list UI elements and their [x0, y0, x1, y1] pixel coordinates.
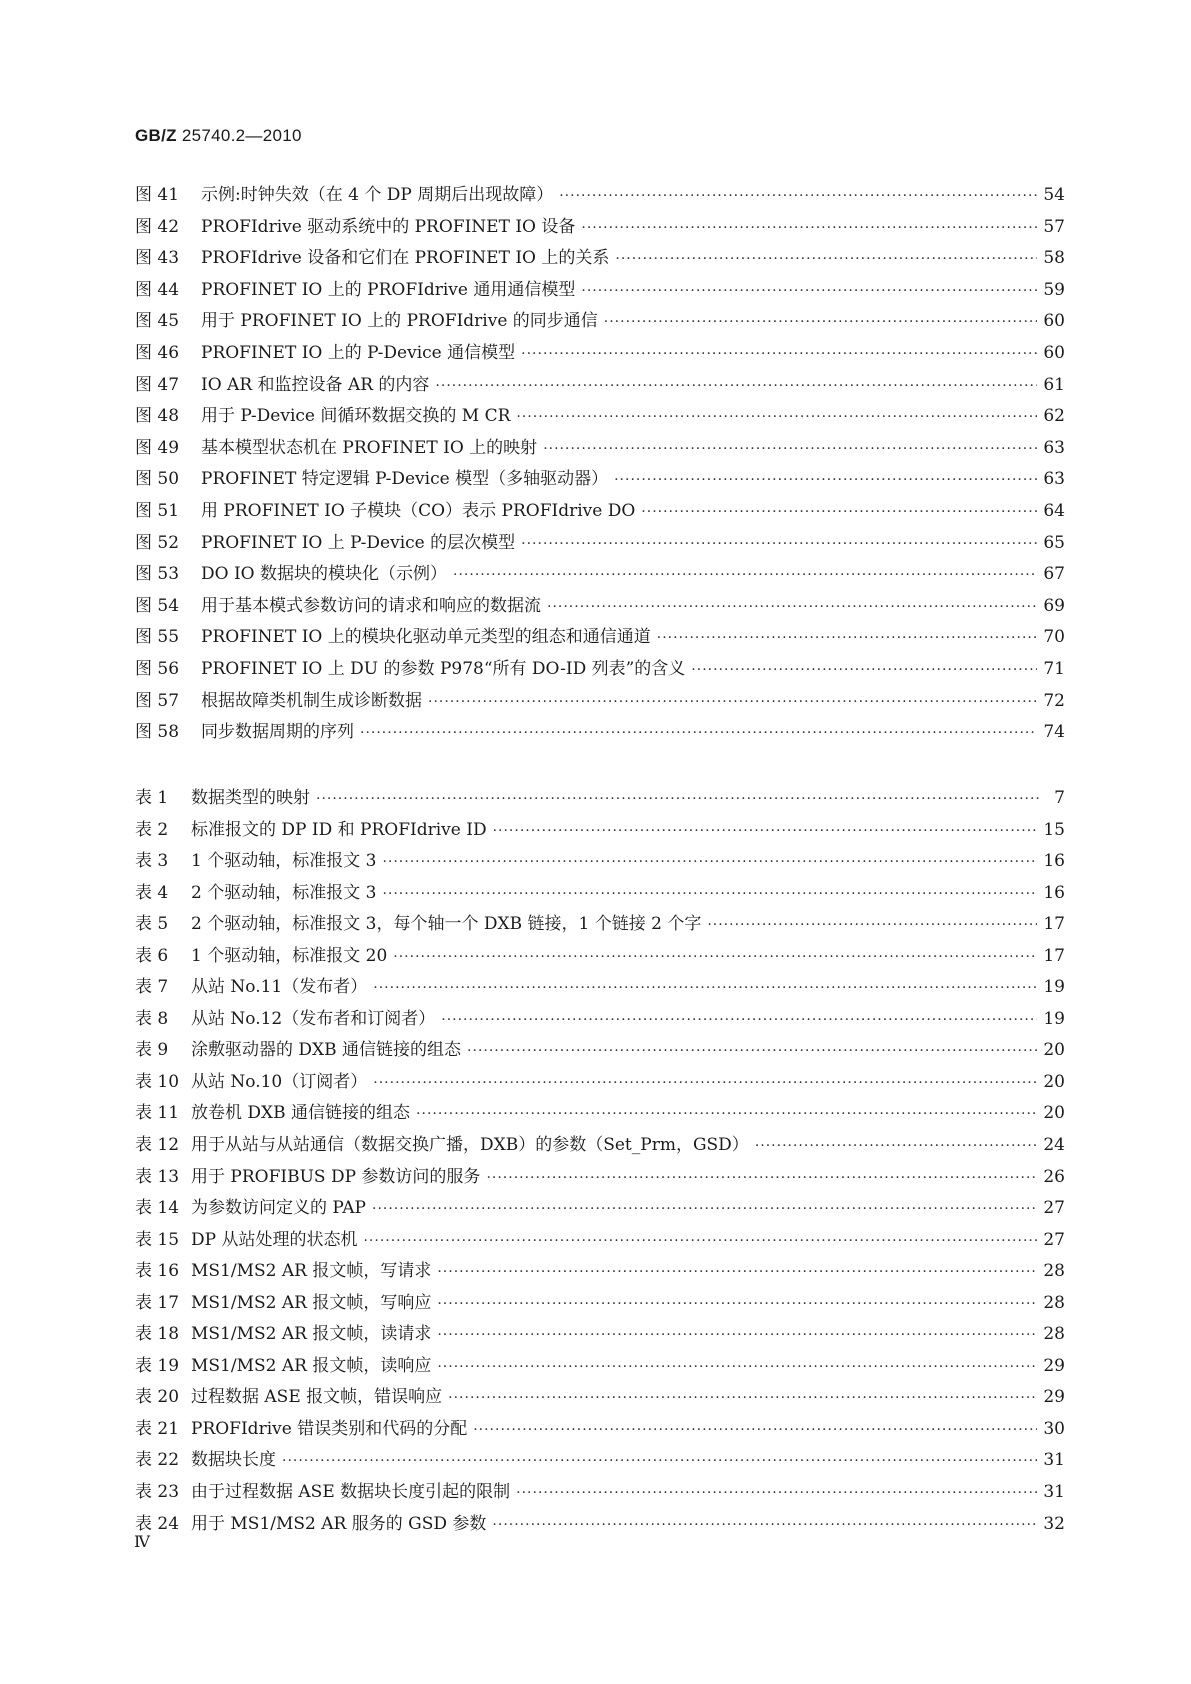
table-number: 表 18 [135, 1324, 180, 1345]
table-number: 表 22 [135, 1450, 180, 1471]
table-title: MS1/MS2 AR 报文帧，读响应 [191, 1355, 432, 1376]
figure-page-number: 70 [1043, 627, 1065, 648]
leader-dots [486, 1170, 1037, 1186]
figure-page-number: 54 [1043, 185, 1065, 205]
table-page-number: 19 [1043, 977, 1065, 998]
table-number: 表 17 [135, 1292, 180, 1313]
table-page-number: 20 [1043, 1040, 1065, 1061]
table-title: 从站 No.12（发布者和订阅者） [191, 1008, 436, 1029]
leader-dots [373, 980, 1037, 996]
table-entry[interactable] [135, 783, 1065, 815]
table-entry[interactable] [135, 878, 1065, 910]
table-entry[interactable] [135, 1477, 1065, 1509]
table-number: 表 6 [135, 945, 169, 966]
figure-page-number: 60 [1043, 342, 1065, 363]
table-number: 表 24 [135, 1513, 180, 1534]
leader-dots [360, 725, 1037, 741]
figure-number: 图 54 [135, 595, 180, 616]
table-entry[interactable] [135, 1004, 1065, 1036]
table-page-number: 31 [1043, 1482, 1065, 1503]
figure-page-number: 64 [1043, 500, 1065, 521]
figure-title: PROFIdrive 设备和它们在 PROFINET IO 上的关系 [201, 248, 610, 269]
figure-number: 图 41 [135, 185, 180, 205]
table-page-number: 27 [1043, 1198, 1065, 1219]
table-entry[interactable] [135, 1319, 1065, 1351]
table-number: 表 20 [135, 1387, 180, 1408]
table-number: 表 8 [135, 1008, 169, 1029]
table-number: 表 9 [135, 1040, 169, 1061]
figure-entry[interactable] [135, 212, 1065, 244]
table-number: 表 5 [135, 914, 169, 935]
table-entry[interactable] [135, 1193, 1065, 1225]
leader-dots [559, 188, 1037, 204]
leader-dots [615, 251, 1037, 267]
figure-title: 基本模型状态机在 PROFINET IO 上的映射 [201, 437, 538, 458]
table-page-number: 32 [1043, 1513, 1065, 1534]
table-page-number: 24 [1043, 1135, 1065, 1156]
leader-dots [604, 314, 1038, 330]
leader-dots [614, 472, 1037, 488]
table-title: 从站 No.11（发布者） [191, 977, 368, 998]
table-page-number: 20 [1043, 1103, 1065, 1124]
table-entry[interactable] [135, 815, 1065, 847]
table-title: 用于 PROFIBUS DP 参数访问的服务 [191, 1166, 481, 1187]
leader-dots [467, 1043, 1037, 1059]
table-title: 标准报文的 DP ID 和 PROFIdrive ID [191, 819, 487, 840]
table-entry[interactable] [135, 1098, 1065, 1130]
table-page-number: 28 [1043, 1292, 1065, 1313]
table-page-number: 19 [1043, 1008, 1065, 1029]
leader-dots [453, 567, 1037, 583]
table-title: 2 个驱动轴，标准报文 3，每个轴一个 DXB 链接，1 个链接 2 个字 [191, 914, 702, 935]
leader-dots [372, 1201, 1037, 1217]
leader-dots [473, 1422, 1037, 1438]
table-title: MS1/MS2 AR 报文帧，写响应 [191, 1292, 432, 1313]
leader-dots [437, 1264, 1037, 1280]
figure-page-number: 65 [1043, 532, 1065, 553]
table-title: 用于从站与从站通信（数据交换广播，DXB）的参数（Set_Prm，GSD） [191, 1135, 749, 1156]
table-entry[interactable] [135, 1130, 1065, 1162]
table-entry[interactable] [135, 1414, 1065, 1446]
figure-entry[interactable] [135, 401, 1065, 433]
figure-page-number: 59 [1043, 279, 1065, 300]
leader-dots [437, 1327, 1037, 1343]
table-title: 从站 No.10（订阅者） [191, 1071, 368, 1092]
figure-entry[interactable] [135, 433, 1065, 465]
table-page-number: 17 [1043, 945, 1065, 966]
figure-page-number: 63 [1043, 437, 1065, 458]
table-title: DP 从站处理的状态机 [191, 1229, 358, 1250]
figure-number: 图 48 [135, 406, 180, 427]
figure-page-number: 57 [1043, 216, 1065, 237]
table-page-number: 16 [1043, 851, 1065, 872]
figure-number: 图 47 [135, 374, 180, 395]
table-number: 表 23 [135, 1482, 180, 1503]
table-title: 1 个驱动轴，标准报文 3 [191, 851, 377, 872]
table-title: 用于 MS1/MS2 AR 服务的 GSD 参数 [191, 1513, 487, 1534]
table-number: 表 1 [135, 788, 169, 808]
figure-number: 图 44 [135, 279, 180, 300]
standard-number: 25740.2—2010 [181, 126, 302, 145]
leader-dots [493, 823, 1038, 839]
table-title: 1 个驱动轴，标准报文 20 [191, 945, 388, 966]
table-number: 表 10 [135, 1071, 180, 1092]
table-page-number: 28 [1043, 1261, 1065, 1282]
figure-number: 图 50 [135, 469, 180, 490]
figure-title: PROFINET IO 上 DU 的参数 P978“所有 DO-ID 列表”的含义 [201, 658, 686, 679]
figure-page-number: 67 [1043, 564, 1065, 585]
table-title: 涂敷驱动器的 DXB 通信链接的组态 [191, 1040, 462, 1061]
table-page-number: 30 [1043, 1418, 1065, 1439]
leader-dots [382, 886, 1037, 902]
leader-dots [437, 1359, 1037, 1375]
figure-title: IO AR 和监控设备 AR 的内容 [201, 374, 430, 395]
figure-entry[interactable] [135, 243, 1065, 275]
figure-title: 用于 PROFINET IO 上的 PROFIdrive 的同步通信 [201, 311, 598, 332]
table-page-number: 26 [1043, 1166, 1065, 1187]
figure-entry[interactable] [135, 591, 1065, 623]
figure-entry[interactable] [135, 496, 1065, 528]
table-number: 表 2 [135, 819, 169, 840]
figure-title: 同步数据周期的序列 [201, 722, 354, 743]
figure-number: 图 52 [135, 532, 180, 553]
figure-title: 示例:时钟失效（在 4 个 DP 周期后出现故障） [201, 185, 554, 205]
table-page-number: 29 [1043, 1387, 1065, 1408]
figure-list [135, 180, 1065, 749]
figure-title: 用于 P-Device 间循环数据交换的 M CR [201, 406, 511, 427]
leader-dots [707, 917, 1037, 933]
table-entry[interactable] [135, 909, 1065, 941]
table-number: 表 15 [135, 1229, 180, 1250]
leader-dots [547, 599, 1037, 615]
figure-page-number: 63 [1043, 469, 1065, 490]
figure-title: PROFINET IO 上的 PROFIdrive 通用通信模型 [201, 279, 576, 300]
leader-dots [282, 1453, 1037, 1469]
table-number: 表 19 [135, 1355, 180, 1376]
table-page-number: 27 [1043, 1229, 1065, 1250]
figure-number: 图 45 [135, 311, 180, 332]
leader-dots [755, 1138, 1038, 1154]
table-title: 过程数据 ASE 报文帧，错误响应 [191, 1387, 443, 1408]
table-entry[interactable] [135, 1288, 1065, 1320]
figure-entry[interactable] [135, 717, 1065, 749]
table-entry[interactable] [135, 1509, 1065, 1541]
figure-number: 图 57 [135, 690, 180, 711]
figure-entry[interactable] [135, 275, 1065, 307]
table-entry[interactable] [135, 1445, 1065, 1477]
leader-dots [691, 662, 1037, 678]
table-list [135, 783, 1065, 1540]
table-entry[interactable] [135, 941, 1065, 973]
figure-entry[interactable] [135, 464, 1065, 496]
figure-page-number: 58 [1043, 248, 1065, 269]
leader-dots [373, 1075, 1037, 1091]
table-number: 表 11 [135, 1103, 180, 1124]
table-page-number: 16 [1043, 882, 1065, 903]
table-title: MS1/MS2 AR 报文帧，写请求 [191, 1261, 432, 1282]
figure-entry[interactable] [135, 528, 1065, 560]
table-page-number: 15 [1043, 819, 1065, 840]
table-title: 数据类型的映射 [191, 788, 310, 808]
table-page-number: 28 [1043, 1324, 1065, 1345]
table-entry[interactable] [135, 1351, 1065, 1383]
table-page-number: 20 [1043, 1071, 1065, 1092]
figure-number: 图 56 [135, 658, 180, 679]
table-number: 表 13 [135, 1166, 180, 1187]
table-page-number: 17 [1043, 914, 1065, 935]
table-number: 表 3 [135, 851, 169, 872]
leader-dots [581, 283, 1037, 299]
figure-entry[interactable] [135, 306, 1065, 338]
figure-title: PROFINET 特定逻辑 P-Device 模型（多轴驱动器） [201, 469, 609, 490]
figure-number: 图 51 [135, 500, 180, 521]
table-number: 表 14 [135, 1198, 180, 1219]
leader-dots [492, 1517, 1037, 1533]
table-title: 数据块长度 [191, 1450, 276, 1471]
table-entry[interactable] [135, 1162, 1065, 1194]
figure-title: 用 PROFINET IO 子模块（CO）表示 PROFIdrive DO [201, 500, 636, 521]
page-number: Ⅳ [134, 1532, 150, 1551]
table-title: 放卷机 DXB 通信链接的组态 [191, 1103, 411, 1124]
figure-title: PROFINET IO 上的 P-Device 通信模型 [201, 342, 516, 363]
leader-dots [521, 536, 1037, 552]
table-number: 表 4 [135, 882, 169, 903]
figure-number: 图 42 [135, 216, 180, 237]
table-entry[interactable] [135, 1035, 1065, 1067]
figure-page-number: 74 [1043, 722, 1065, 743]
leader-dots [363, 1233, 1037, 1249]
leader-dots [657, 630, 1038, 646]
leader-dots [393, 949, 1037, 965]
figure-title: 用于基本模式参数访问的请求和响应的数据流 [201, 595, 541, 616]
table-title: 为参数访问定义的 PAP [191, 1198, 366, 1219]
table-entry[interactable] [135, 1382, 1065, 1414]
figure-entry[interactable] [135, 622, 1065, 654]
figure-number: 图 55 [135, 627, 180, 648]
figure-title: PROFINET IO 上的模块化驱动单元类型的组态和通信通道 [201, 627, 651, 648]
figure-title: DO IO 数据块的模块化（示例） [201, 564, 448, 585]
leader-dots [641, 504, 1037, 520]
leader-dots [382, 854, 1037, 870]
table-entry[interactable] [135, 846, 1065, 878]
figure-title: PROFIdrive 驱动系统中的 PROFINET IO 设备 [201, 216, 576, 237]
figure-title: PROFINET IO 上 P-Device 的层次模型 [201, 532, 516, 553]
table-number: 表 21 [135, 1418, 180, 1439]
leader-dots [581, 220, 1037, 236]
leader-dots [441, 1012, 1037, 1028]
table-entry[interactable] [135, 1256, 1065, 1288]
table-entry[interactable] [135, 1067, 1065, 1099]
table-page-number: 31 [1043, 1450, 1065, 1471]
figure-entry[interactable] [135, 654, 1065, 686]
figure-title: 根据故障类机制生成诊断数据 [201, 690, 422, 711]
leader-dots [448, 1390, 1037, 1406]
figure-page-number: 60 [1043, 311, 1065, 332]
table-page-number: 29 [1043, 1355, 1065, 1376]
leader-dots [543, 441, 1037, 457]
figure-entry[interactable] [135, 559, 1065, 591]
leader-dots [428, 694, 1037, 710]
table-entry[interactable] [135, 972, 1065, 1004]
standard-code: GB/Z [135, 126, 177, 145]
figure-entry[interactable] [135, 180, 1065, 212]
table-number: 表 7 [135, 977, 169, 998]
table-number: 表 12 [135, 1135, 180, 1156]
table-entry[interactable] [135, 1225, 1065, 1257]
figure-number: 图 49 [135, 437, 180, 458]
figure-page-number: 69 [1043, 595, 1065, 616]
table-title: MS1/MS2 AR 报文帧，读请求 [191, 1324, 432, 1345]
leader-dots [437, 1296, 1037, 1312]
document-header [135, 126, 302, 146]
leader-dots [316, 791, 1039, 807]
figure-entry[interactable] [135, 370, 1065, 402]
figure-number: 图 58 [135, 722, 180, 743]
table-title: PROFIdrive 错误类别和代码的分配 [191, 1418, 468, 1439]
figure-page-number: 72 [1043, 690, 1065, 711]
figure-page-number: 71 [1043, 658, 1065, 679]
figure-page-number: 61 [1043, 374, 1065, 395]
leader-dots [516, 1485, 1037, 1501]
leader-dots [435, 378, 1037, 394]
figure-entry[interactable] [135, 686, 1065, 718]
figure-number: 图 53 [135, 564, 180, 585]
figure-page-number: 62 [1043, 406, 1065, 427]
leader-dots [521, 346, 1037, 362]
figure-number: 图 43 [135, 248, 180, 269]
table-number: 表 16 [135, 1261, 180, 1282]
table-title: 由于过程数据 ASE 数据块长度引起的限制 [191, 1482, 511, 1503]
table-page-number: 7 [1054, 788, 1065, 808]
figure-entry[interactable] [135, 338, 1065, 370]
figure-number: 图 46 [135, 342, 180, 363]
leader-dots [416, 1106, 1037, 1122]
table-title: 2 个驱动轴，标准报文 3 [191, 882, 377, 903]
leader-dots [516, 409, 1037, 425]
